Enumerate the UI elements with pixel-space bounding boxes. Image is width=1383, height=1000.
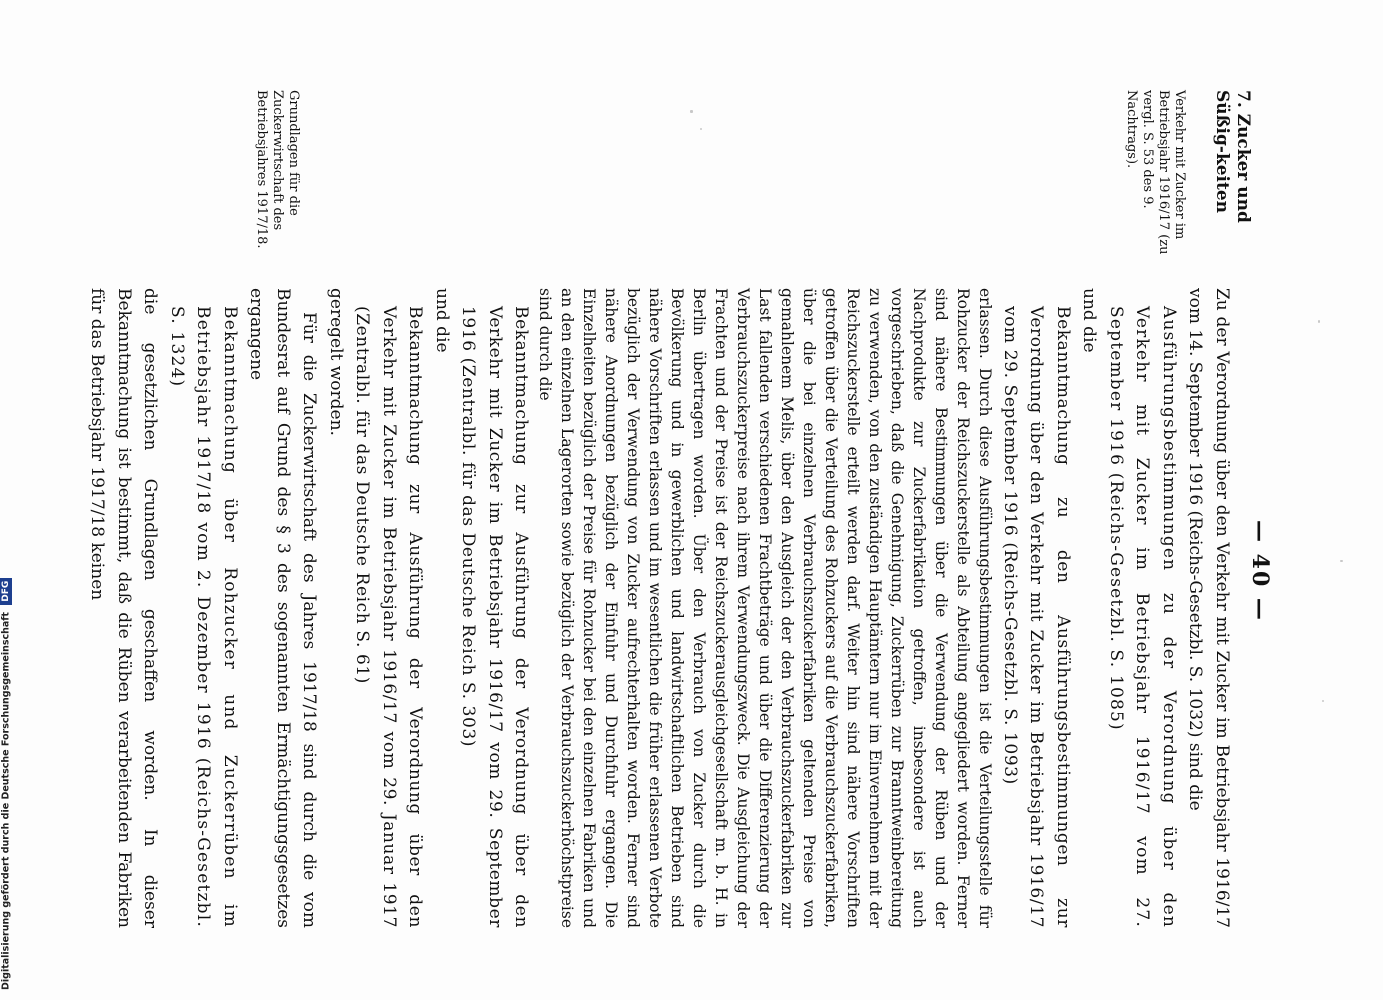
law-reference: Bekanntmachung zur Ausführung der Verordnung über den Verkehr mit Zucker im Betriebsjahr 1916/17 vom 29. Januar 1917 (Zentralbl. für das Deutsche Reich S. 61) bbox=[352, 306, 426, 928]
dfg-logo: DFG bbox=[0, 578, 12, 605]
paragraph: Zu der Verordnung über den Verkehr mit Zucker im Betriebsjahr 1916/17 vom 14. September 1916 (Reichs-Gesetzbl. S. 1032) sind die bbox=[1185, 288, 1232, 928]
paragraph: erlassen. Durch diese Ausführungsbestimmungen ist die Verteilungsstelle für Rohzucker der Reichszuckerstelle als Abteilung angegliedert worden. Ferner sind nähere Bestimmungen über die Verwendung der Rüben und der Nachprodukte zur Zuckerfabrikation getroffen, insbesondere ist auch vorgeschrieben, daß die Genehmigung, Zuckerrüben zur Branntweinbereitung zu verwenden, von den zuständigen Hauptämtern nur im Einvernehmen mit der Reichszuckerstelle erteilt werden darf. Weiter hin sind nähere Vorschriften getroffen über die Verteilung des Rohzuckers auf die Verbrauchszuckerfabriken, über die bei einzelnen Verbrauchszuckerfabriken geltenden Preise von gemahlenem Melis, über den Ausgleich der den Verbrauchszuckerfabriken zur Last fallenden verschiedenen Frachtbeträge und über die Differenzierung der Verbrauchszuckerpreise nach ihrem Verwendungszweck. Die Ausgleichung der Frachten und der Preise ist der Reichszuckerausgleichgesellschaft m. b. H. in Berlin übertragen worden. Über den Verbrauch von Zucker durch die Bevölkerung und in gewerblichen und landwirtschaftlichen Betrieben sind nähere Vorschriften erlassen und im wesentlichen die früher erlassenen Verbote bezüglich der Verwendung von Zucker aufrechterhalten worden. Ferner sind nähere Anordnungen bezüglich der Einfuhr und Durchfuhr ergangen. Die Einzelheiten bezüglich der Preise für Rohzucker bei den einzelnen Fabriken und an den einzelnen Lagerorten sowie bezüglich der Verbrauchszuckerhöchstpreise sind durch die bbox=[536, 288, 995, 928]
credit-text: Digitalisierung gefördert durch die Deutsche Forschungsgemeinschaft bbox=[0, 612, 12, 990]
margin-note-2: Grundlagen für die Zuckerwirtschaft des Betriebsjahres 1917/18. bbox=[254, 90, 301, 249]
scan-speck bbox=[700, 128, 702, 130]
law-reference: Bekanntmachung über Rohzucker und Zuckerrüben im Betriebsjahr 1917/18 vom 2. Dezember 1916 (Reichs-Gesetzbl. S. 1324) bbox=[167, 306, 240, 928]
scan-speck bbox=[1322, 700, 1324, 702]
paragraph: die gesetzlichen Grundlagen geschaffen worden. In dieser Bekanntmachung ist bestimmt, daß die Rüben verarbeitenden Fabriken für das Betriebsjahr 1917/18 keinen bbox=[87, 288, 161, 928]
scan-speck bbox=[690, 110, 693, 113]
paragraph: geregelt worden. bbox=[326, 288, 346, 436]
law-reference: Bekanntmachung zur Ausführung der Verordnung über den Verkehr mit Zucker im Betriebsjahr 1916/17 vom 29. September 1916 (Zentralbl. für das Deutsche Reich S. 303) bbox=[458, 306, 532, 928]
scan-speck bbox=[1318, 320, 1320, 323]
margin-note-1: Verkehr mit Zucker im Betriebsjahr 1916/17 (zu vergl. S. 53 des 9. Nachtrags). bbox=[1124, 90, 1187, 255]
law-reference: Ausführungsbestimmungen zu der Verordnung über den Verkehr mit Zucker im Betriebsjahr 1916/17 vom 27. September 1916 (Reichs-Gesetzbl. S. 1085) bbox=[1106, 306, 1179, 928]
law-reference: Bekanntmachung zu den Ausführungsbestimmungen zur Verordnung über den Verkehr mit Zucker im Betriebsjahr 1916/17 vom 29. September 1916 (Reichs-Gesetzbl. S. 1093) bbox=[1000, 306, 1073, 928]
digitization-credit bbox=[0, 580, 14, 1000]
page-number: — 40 — bbox=[1247, 520, 1273, 622]
section-heading: 7. Zucker und Süßig-keiten bbox=[1212, 90, 1253, 223]
body-text bbox=[84, 288, 1235, 928]
paragraph: und die bbox=[1079, 288, 1100, 353]
paragraph: Für die Zuckerwirtschaft des Jahres 1917/18 sind durch die vom Bundesrat auf Grund des § 3 des sogenannten Ermächtigungsgesetzes ergangene bbox=[246, 288, 320, 928]
paragraph: und die bbox=[432, 288, 452, 353]
scan-speck bbox=[1340, 560, 1343, 562]
